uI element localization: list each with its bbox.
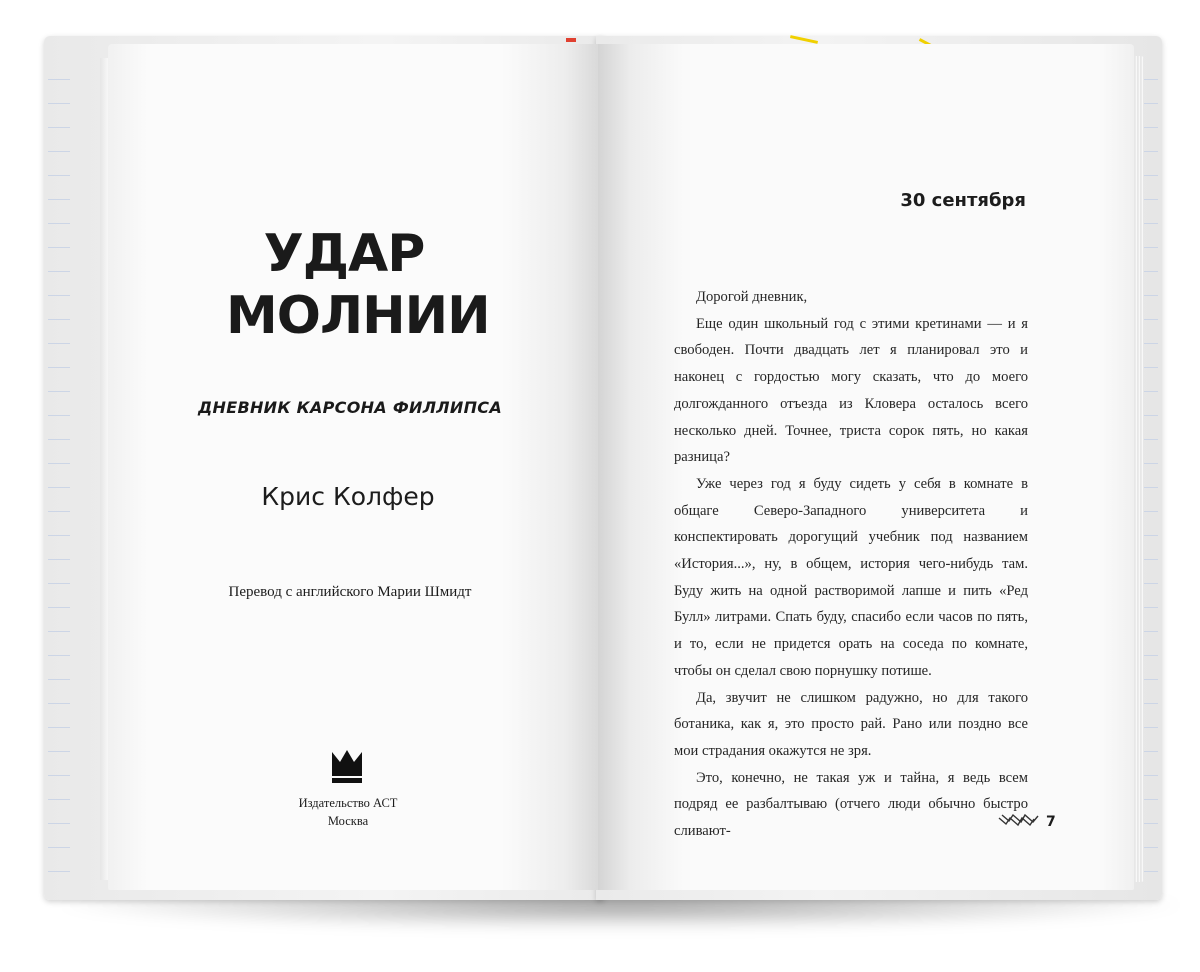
publisher-city: Москва (327, 814, 369, 828)
paragraph: Уже через год я буду сидеть у себя в комнате в общаге Северо-Западного университета и конспектировать дорогущий учебник под названием «История...», ну, в общем, история чего-нибудь там. Буду жить на одной растворимой лапше и пить «Ред Булл» литрами. Спать буду, спасибо если часов по пять, и то, если не придется орать на соседа по комнате, чтобы он сделал свою порнушку потише. (674, 475, 1028, 679)
book-title-line-1: УДАР (263, 224, 425, 284)
page-number: 7 (1046, 814, 1056, 830)
book-subtitle: ДНЕВНИК КАРСОНА ФИЛЛИПСА (197, 398, 502, 417)
publisher-name: Издательство АСТ (298, 796, 398, 810)
crown-icon (330, 748, 364, 784)
lined-endpaper-left (48, 56, 70, 876)
author-name: Крис Колфер (261, 482, 435, 511)
paragraph: Да, звучит не слишком радужно, но для такого ботаника, как я, это просто рай. Рано или поздно все мои страдания окажутся не зря. (674, 689, 1028, 759)
book-title-line-2: МОЛНИИ (226, 286, 490, 346)
paragraph: Это, конечно, не такая уж и тайна, я ведь всем подряд ее разбалтываю (отчего люди обычно быстро сливают- (674, 769, 1028, 840)
paragraph: Дорогой дневник, (696, 289, 808, 305)
red-headband (566, 38, 576, 42)
diary-date-heading: 30 сентября (900, 190, 1026, 211)
translator-credit: Перевод с английского Марии Шмидт (228, 584, 472, 600)
publisher-imprint (258, 794, 438, 830)
lightning-bolt-icon (998, 812, 1040, 830)
paragraph: Еще один школьный год с этими кретинами — и я свободен. Почти двадцать лет я планировал это и наконец с гордостью могу сказать, что до моего долгожданного отъезда из Кловера осталось всего несколько дней. Точнее, триста сорок пять, но какая разница? (674, 315, 1028, 466)
diary-body-text (674, 284, 1028, 845)
